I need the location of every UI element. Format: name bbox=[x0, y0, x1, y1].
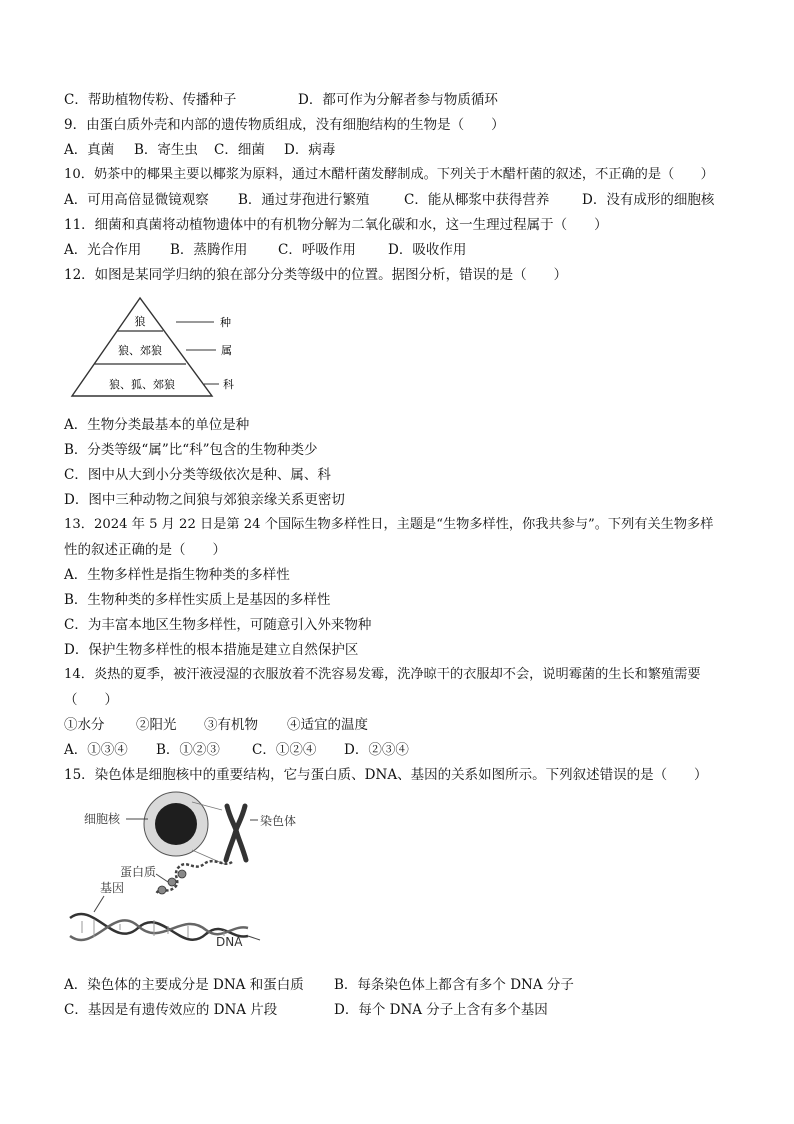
nucleus-shape bbox=[155, 803, 197, 845]
q8-option-d: D．都可作为分解者参与物质循环 bbox=[298, 92, 498, 108]
q15-option-c: C．基因是有遗传效应的 DNA 片段 bbox=[64, 1002, 278, 1018]
q15-option-d: D．每个 DNA 分子上含有多个基因 bbox=[334, 1002, 548, 1018]
q9-option-b: B．寄生虫 bbox=[134, 142, 198, 158]
gene-pointer bbox=[94, 896, 104, 912]
q10-option-a: A．可用高倍显微镜观察 bbox=[64, 192, 209, 208]
q14-item-1: ①水分 bbox=[64, 717, 105, 733]
chromosome-arm-right bbox=[236, 806, 246, 860]
q14-item-3: ③有机物 bbox=[204, 717, 258, 733]
q14-option-d: D．②③④ bbox=[344, 742, 409, 758]
q13-stem-line1: 13．2024 年 5 月 22 日是第 24 个国际生物多样性日，主题是“生物多样性，你我共参与”。下列有关生物多样 bbox=[64, 517, 714, 532]
q10-option-c: C．能从椰浆中获得营养 bbox=[404, 192, 550, 208]
q14-stem-line2: （ ） bbox=[64, 692, 118, 708]
q11-option-b: B．蒸腾作用 bbox=[170, 242, 248, 258]
q12-stem: 12．如图是某同学归纳的狼在部分分类等级中的位置。据图分析，错误的是（ ） bbox=[64, 267, 568, 283]
q11-option-d: D．吸收作用 bbox=[388, 242, 467, 258]
zoom-line-bottom bbox=[192, 850, 224, 864]
protein-pointer bbox=[156, 874, 168, 882]
q11-option-c: C．呼吸作用 bbox=[278, 242, 356, 258]
q14-option-c: C．①②④ bbox=[252, 742, 317, 758]
q8-option-c: C．帮助植物传粉、传播种子 bbox=[64, 92, 237, 108]
q10-stem: 10．奶茶中的椰果主要以椰浆为原料，通过木醋杆菌发酵制成。下列关于木醋杆菌的叙述，不正确的是（ ） bbox=[64, 167, 714, 182]
q11-option-a: A．光合作用 bbox=[64, 242, 142, 258]
protein-label: 蛋白质 bbox=[120, 865, 157, 879]
q15-option-a: A．染色体的主要成分是 DNA 和蛋白质 bbox=[64, 977, 304, 993]
gene-label: 基因 bbox=[100, 881, 125, 895]
protein-bead bbox=[178, 870, 186, 878]
q10-option-b: B．通过芽孢进行繁殖 bbox=[238, 192, 370, 208]
q13-option-b: B．生物种类的多样性实质上是基因的多样性 bbox=[64, 592, 331, 608]
pyramid-tier-family: 狼、狐、郊狼 bbox=[109, 378, 175, 391]
dna-pointer bbox=[248, 936, 260, 940]
q11-stem: 11．细菌和真菌将动植物遗体中的有机物分解为二氧化碳和水，这一生理过程属于（ ） bbox=[64, 217, 608, 233]
protein-bead bbox=[168, 878, 176, 886]
q12-option-b: B．分类等级“属”比“科”包含的生物种类少 bbox=[64, 442, 318, 458]
q14-item-4: ④适宜的温度 bbox=[287, 717, 368, 733]
label-family: 科 bbox=[223, 378, 234, 391]
label-genus: 属 bbox=[221, 344, 232, 357]
q9-option-a: A．真菌 bbox=[64, 142, 115, 158]
q13-option-a: A．生物多样性是指生物种类的多样性 bbox=[64, 567, 290, 583]
q13-stem-line2: 性的叙述正确的是（ ） bbox=[64, 542, 226, 558]
chromosome-label: 染色体 bbox=[260, 814, 297, 828]
pyramid-tier-species: 狼 bbox=[134, 315, 146, 328]
q15-stem: 15．染色体是细胞核中的重要结构，它与蛋白质、DNA、基因的关系如图所示。下列叙述错误的是（ ） bbox=[64, 767, 708, 783]
q14-option-b: B．①②③ bbox=[156, 742, 220, 758]
classification-pyramid-figure bbox=[64, 292, 244, 402]
q12-option-c: C．图中从大到小分类等级依次是种、属、科 bbox=[64, 467, 331, 483]
protein-bead bbox=[158, 886, 166, 894]
label-species: 种 bbox=[220, 316, 231, 329]
q15-option-b: B．每条染色体上都含有多个 DNA 分子 bbox=[334, 977, 574, 993]
chromosome-dna-figure bbox=[64, 790, 324, 960]
q14-option-a: A．①③④ bbox=[64, 742, 128, 758]
q10-option-d: D．没有成形的细胞核 bbox=[582, 192, 715, 208]
q12-option-a: A．生物分类最基本的单位是种 bbox=[64, 417, 250, 433]
q9-option-c: C．细菌 bbox=[214, 142, 265, 158]
q14-stem-line1: 14．炎热的夏季，被汗液浸湿的衣服放着不洗容易发霉，洗净晾干的衣服却不会，说明霉菌的生长和繁殖需要 bbox=[64, 667, 701, 682]
q13-option-d: D．保护生物多样性的根本措施是建立自然保护区 bbox=[64, 642, 359, 658]
q9-option-d: D．病毒 bbox=[284, 142, 336, 158]
pyramid-tier-genus: 狼、郊狼 bbox=[118, 344, 162, 357]
q14-item-2: ②阳光 bbox=[136, 717, 177, 733]
nucleus-label: 细胞核 bbox=[84, 812, 121, 826]
dna-label: DNA bbox=[216, 935, 243, 949]
q13-option-c: C．为丰富本地区生物多样性，可随意引入外来物种 bbox=[64, 617, 372, 633]
coiled-fiber bbox=[156, 861, 232, 894]
q9-stem: 9．由蛋白质外壳和内部的遗传物质组成，没有细胞结构的生物是（ ） bbox=[64, 117, 505, 133]
q12-option-d: D．图中三种动物之间狼与郊狼亲缘关系更密切 bbox=[64, 492, 345, 508]
